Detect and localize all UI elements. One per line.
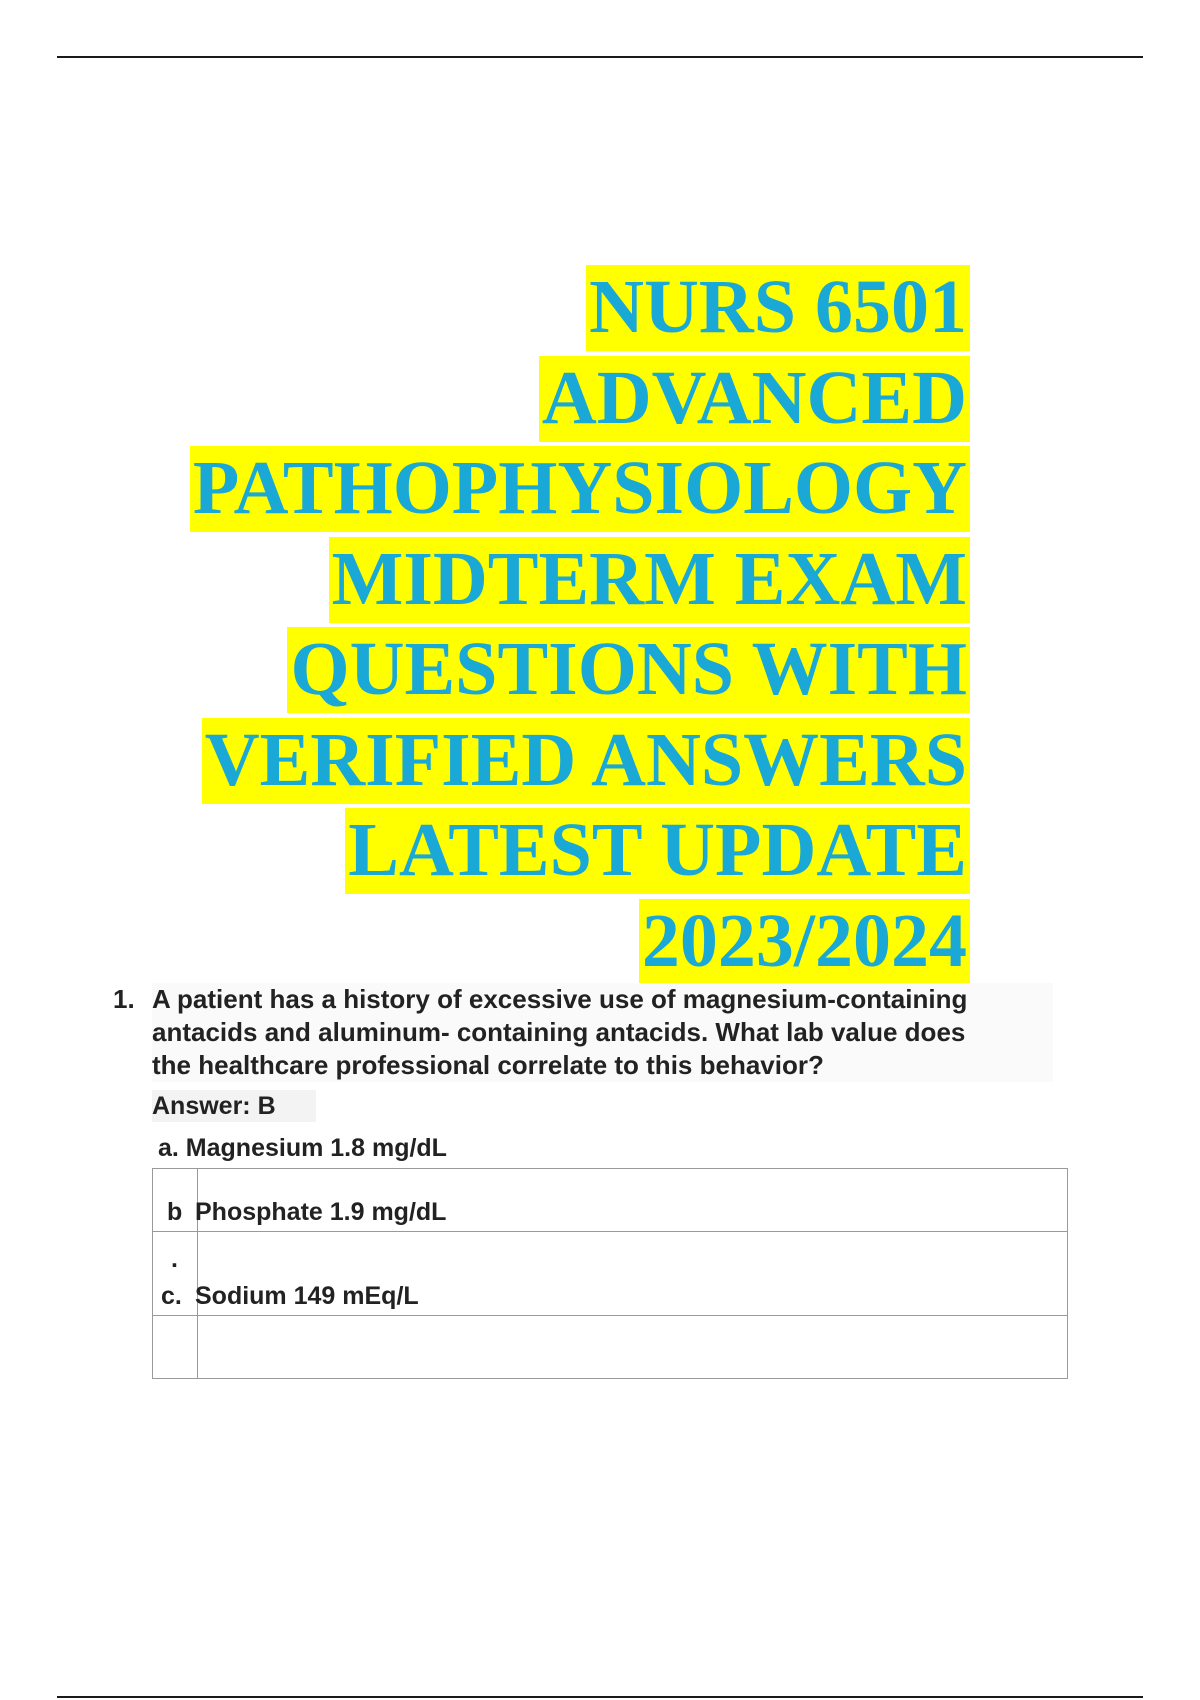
option-b-dot: .	[171, 1245, 178, 1273]
title-line: MIDTERM EXAM	[190, 534, 970, 625]
bottom-rule	[57, 1696, 1143, 1698]
option-a: a. Magnesium 1.8 mg/dL	[158, 1134, 447, 1162]
top-rule	[57, 56, 1143, 58]
answer-label: Answer: B	[152, 1090, 316, 1122]
title-line: LATEST UPDATE	[190, 805, 970, 896]
title-line: PATHOPHYSIOLOGY	[190, 443, 970, 534]
question-text-line: antacids and aluminum- containing antacids. What lab value does	[152, 1016, 1053, 1049]
options-table	[152, 1168, 1068, 1379]
title-line: ADVANCED	[190, 353, 970, 444]
title-line: VERIFIED ANSWERS	[190, 715, 970, 806]
title-line: NURS 6501	[190, 262, 970, 353]
table-row-divider	[153, 1231, 1067, 1232]
question-number: 1.	[113, 984, 135, 1014]
option-c-text: Sodium 149 mEq/L	[195, 1282, 419, 1310]
document-title	[190, 262, 970, 986]
option-c-letter: c.	[161, 1282, 182, 1310]
title-line: QUESTIONS WITH	[190, 624, 970, 715]
option-b-text: Phosphate 1.9 mg/dL	[195, 1198, 447, 1226]
question-text-line: A patient has a history of excessive use of magnesium-containing	[152, 983, 1053, 1016]
option-b-letter: b	[167, 1198, 183, 1226]
question-1	[113, 983, 1053, 1082]
table-row-divider	[153, 1315, 1067, 1316]
question-text-line: the healthcare professional correlate to this behavior?	[152, 1049, 1053, 1082]
title-line: 2023/2024	[190, 896, 970, 987]
